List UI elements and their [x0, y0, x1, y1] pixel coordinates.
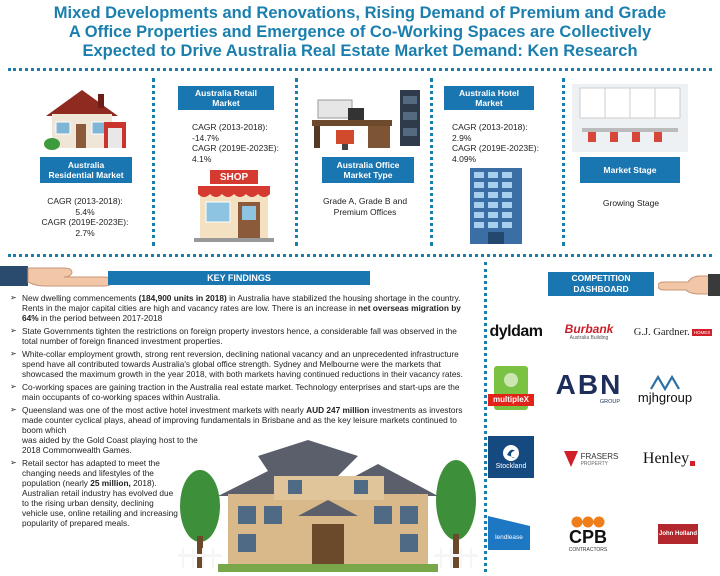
retail-cagr1-value: -14.7%: [192, 132, 219, 143]
hotel-label-text: Australia Hotel Market: [459, 88, 519, 108]
finding-5-d: was aided by the Gold Coast playing host to the: [22, 435, 198, 445]
competition-dashboard-header: COMPETITION DASHBOARD: [548, 272, 654, 296]
hotel-cagr1-value: 2.9%: [452, 132, 472, 143]
mjh-mark-icon: [650, 373, 680, 391]
logo-lendlease: [484, 512, 534, 554]
hotel-cagr2: CAGR (2019E-2023E):: [452, 143, 539, 153]
office-stats: [302, 196, 428, 217]
market-stage-label: [580, 157, 680, 183]
finding-2: ➢ State Governments tighten the restrictions on foreign property investors hence, a considerable fall was observed in the total number of foreign financed investment properties.: [10, 326, 472, 346]
finding-4: ➢ Co-working spaces are gaining traction in the Australia real estate market. Technology enterprises and start-ups are the main occupants of co-working spaces within Australia.: [10, 382, 472, 402]
hotel-cagr1: CAGR (2013-2018):: [452, 122, 528, 132]
retail-cagr1: CAGR (2013-2018):: [192, 122, 268, 132]
title-line-2: A Office Properties and Emergence of Co-Working Spaces are Collectively: [68, 23, 652, 41]
finding-6-a: Retail sector has adapted to meet the changing needs and lifestyles of the population (nearly: [22, 458, 160, 488]
left-pointing-hand-icon: [0, 262, 112, 290]
shop-sign: SHOP: [219, 172, 249, 183]
market-stage-label-text: Market Stage: [603, 165, 657, 175]
logo-cpb-tag: CONTRACTORS: [568, 546, 608, 553]
logo-abn-text: ABN: [555, 369, 623, 400]
logo-cpb: [562, 512, 614, 556]
finding-1-e: in the period between 2017-2018: [38, 313, 163, 323]
title-line-1: Mixed Developments and Renovations, Rising Demand of Premium and Grade: [53, 4, 667, 22]
finding-3: ➢ White-collar employment growth, strong rent reversion, declining national vacancy and an unprecedented infrastructure spend have all contributed towards Australia's global office strength. Sydney and Melbourne were the markets that showcased the maximum growth in the year 2018, with both markets having continued reductions in their vacancy rates.: [10, 349, 472, 379]
retail-label: [178, 86, 274, 110]
market-stage-room-icon: [572, 84, 688, 152]
finding-5-b: AUD 247 million: [306, 405, 370, 415]
logo-burbank: [554, 318, 624, 346]
logo-burbank-tag: Australia Building: [569, 335, 609, 341]
finding-1-c: in Australia have stabilized the housing shortage in the country. Rents in the major capital cities are high and vacancy rates are low. There is an increase in: [22, 293, 461, 313]
logo-frasers-words: [581, 452, 619, 467]
cpb-mark-icon: [571, 516, 605, 528]
logo-stockland: [488, 436, 534, 478]
logo-abn: [554, 368, 624, 408]
logo-stockland-text: Stockland: [495, 462, 527, 470]
logo-abn-tag: GROUP: [599, 399, 620, 405]
residential-cagr1-value: 5.4%: [75, 206, 95, 217]
finding-6-b: 25 million,: [90, 478, 131, 488]
logo-gj-text: G.J. Gardner.: [633, 326, 690, 338]
hotel-label: [444, 86, 534, 110]
office-desk-icon: [308, 90, 424, 150]
finding-6: [10, 458, 178, 528]
logo-dyldam: [484, 318, 548, 346]
logo-burbank-text: Burbank: [564, 322, 614, 336]
residential-label-text: Australia Residential Market: [48, 160, 124, 180]
finding-1-d: net overseas migration by 64%: [22, 303, 461, 323]
logo-henley-text: Henley: [642, 450, 690, 467]
logo-john-holland: [658, 524, 698, 544]
finding-5-e: 2018 Commonwealth Games.: [22, 445, 132, 455]
logo-henley: [634, 444, 704, 474]
key-findings-header: KEY FINDINGS: [108, 271, 370, 285]
finding-6-c: 2018). Australian retail industry has evolved due to the rising urban density, declining vehicle use, online retailing and increasing popularity of prepared meals.: [22, 478, 178, 528]
office-label-text: Australia Office Market Type: [336, 160, 400, 180]
logo-gj-gardner: [630, 318, 716, 346]
logo-dyldam-text: dyldam: [489, 323, 543, 340]
divider-4: [562, 78, 565, 246]
office-label: [322, 157, 414, 183]
divider-1: [152, 78, 155, 246]
mansion-illustration: [178, 436, 478, 574]
lendlease-mark-icon: [484, 512, 534, 554]
logo-john-holland-text: John Holland: [659, 531, 697, 537]
stockland-mark-icon: [502, 444, 520, 462]
logo-lendlease-text: lendlease: [495, 534, 523, 541]
logo-multiplex: [488, 366, 534, 410]
henley-dot-icon: [690, 461, 695, 466]
logo-mjh-text: mjhgroup: [637, 390, 693, 405]
finding-5-c: investments as investors made counter cyclical plays, ahead of improving fundamentals in Brisbane and as the key leisure markets continued to boom which: [22, 405, 463, 435]
retail-cagr2-value: 4.1%: [192, 153, 212, 164]
logo-frasers-tag: PROPERTY: [580, 460, 609, 467]
hotel-cagr2-value: 4.09%: [452, 153, 477, 164]
market-stage-value: Growing Stage: [602, 198, 660, 208]
finding-5-a: Queensland was one of the most active hotel investment markets with nearly: [22, 405, 307, 415]
finding-1-a: New dwelling commencements: [22, 293, 139, 303]
office-type-line1: Grade A, Grade B and: [322, 196, 408, 206]
row-divider: [8, 254, 712, 257]
right-pointing-hand-icon: [658, 272, 720, 298]
retail-label-text: Australia Retail Market: [195, 88, 257, 108]
divider-2: [295, 78, 298, 246]
residential-label: [40, 157, 132, 183]
logo-cpb-text: CPB: [568, 526, 607, 547]
logo-gj-tag: HOMES: [693, 329, 711, 335]
residential-cagr1: CAGR (2013-2018):: [47, 196, 123, 206]
office-type-line2: Premium Offices: [333, 206, 397, 217]
hotel-stats: [452, 122, 558, 164]
title-line-3: Expected to Drive Australia Real Estate Market Demand: Ken Research: [82, 42, 638, 60]
logo-frasers-text: FRASERS: [580, 451, 619, 461]
finding-1-b: (184,900 units in 2018): [138, 293, 227, 303]
frasers-mark-icon: [564, 451, 578, 467]
logo-mjh: [634, 368, 696, 410]
residential-cagr2: CAGR (2019E-2023E):: [41, 217, 129, 227]
finding-1: [10, 293, 472, 323]
retail-cagr2: CAGR (2019E-2023E):: [192, 143, 279, 153]
divider-3: [430, 78, 433, 246]
residential-cagr2-value: 2.7%: [75, 227, 95, 238]
logo-frasers: [558, 444, 624, 474]
retail-stats: [192, 122, 292, 164]
residential-stats: [22, 196, 148, 238]
title-divider: [8, 68, 712, 71]
page-title: [0, 4, 720, 61]
residential-house-icon: [42, 86, 128, 152]
logo-multiplex-text: multipleX: [492, 395, 529, 404]
hotel-building-icon: [470, 168, 522, 244]
